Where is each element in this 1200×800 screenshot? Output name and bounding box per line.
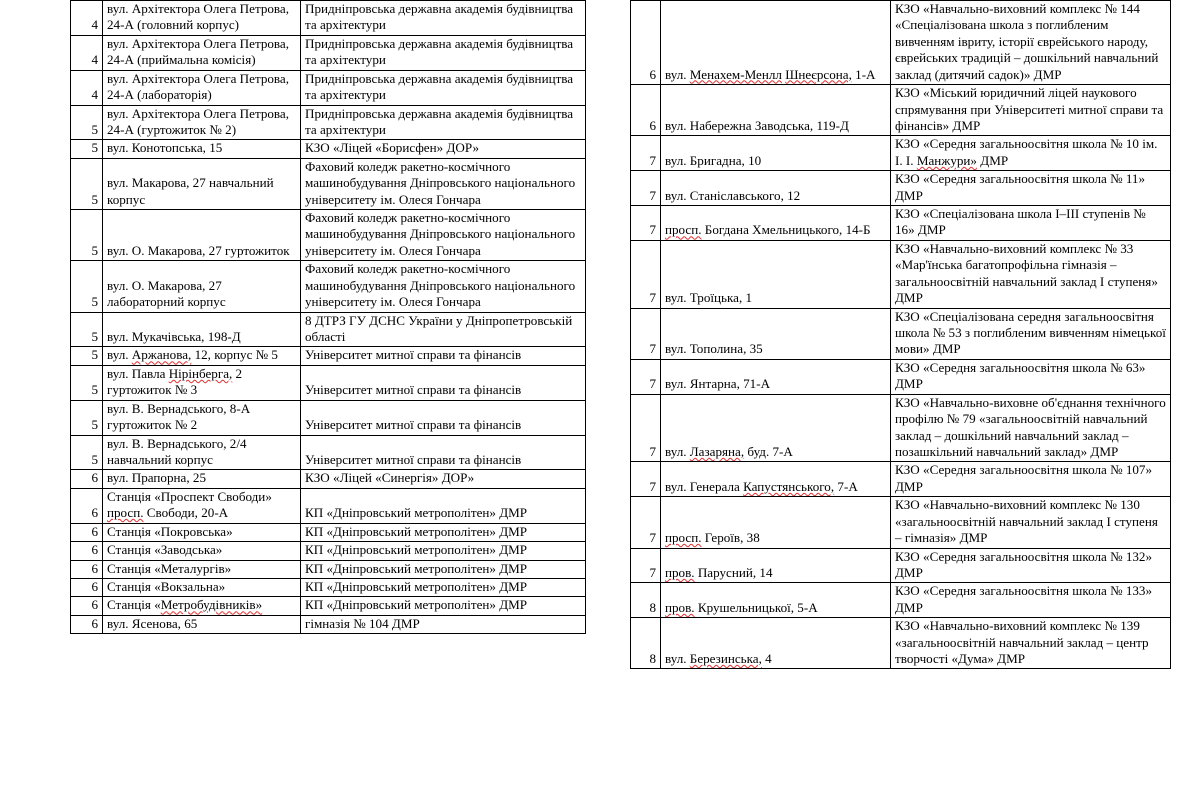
- institution-cell: КП «Дніпровський метрополітен» ДМР: [301, 560, 586, 578]
- institution-cell: КЗО «Навчально-виховне об'єднання технічного профілю № 79 «загальноосвітній навчальний заклад – дошкільний навчальний заклад – позашкільний навчальний заклад» ДМР: [891, 394, 1171, 462]
- table-row: [71, 400, 586, 435]
- row-number-cell: 6: [71, 488, 103, 523]
- institution-cell: КЗО «Міський юридичний ліцей наукового спрямування при Університеті митної справи та фінансів» ДМР: [891, 85, 1171, 136]
- table-body-right: [631, 1, 1171, 669]
- misspelled-word: просп.: [107, 505, 144, 521]
- institution-cell: Університет митної справи та фінансів: [301, 365, 586, 400]
- institution-cell: КЗО «Середня загальноосвітня школа № 133» ДМР: [891, 583, 1171, 618]
- table-row: [71, 597, 586, 615]
- institution-cell: КП «Дніпровський метрополітен» ДМР: [301, 488, 586, 523]
- row-number-cell: 7: [631, 359, 661, 394]
- row-number-cell: 4: [71, 70, 103, 105]
- misspelled-word: Менахем-Менлл: [689, 66, 782, 82]
- row-number-cell: 6: [631, 1, 661, 85]
- table-row: [71, 312, 586, 347]
- address-cell: вул. Архітектора Олега Петрова, 24-А (гуртожиток № 2): [103, 105, 301, 140]
- table-row: [71, 488, 586, 523]
- table-row: [71, 70, 586, 105]
- misspelled-word: Березинська,: [689, 651, 762, 667]
- table-row: [631, 462, 1171, 497]
- institution-cell: КЗО «Ліцей «Синергія» ДОР»: [301, 470, 586, 488]
- address-cell: вул. Прапорна, 25: [103, 470, 301, 488]
- address-cell: вул. Генерала Капустянського, 7-А: [661, 462, 891, 497]
- table-row: [71, 210, 586, 261]
- address-cell: просп. Богдана Хмельницького, 14-Б: [661, 206, 891, 241]
- table-row: [71, 140, 586, 158]
- address-institution-table-left: [70, 0, 586, 634]
- institution-cell: Придніпровська державна академія будівництва та архітектури: [301, 1, 586, 36]
- row-number-cell: 7: [631, 308, 661, 359]
- institution-cell: КП «Дніпровський метрополітен» ДМР: [301, 523, 586, 541]
- row-number-cell: 7: [631, 171, 661, 206]
- misspelled-word: просп.: [665, 530, 702, 546]
- institution-cell: Придніпровська державна академія будівництва та архітектури: [301, 70, 586, 105]
- address-cell: вул. В. Вернадського, 8-А гуртожиток № 2: [103, 400, 301, 435]
- row-number-cell: 5: [71, 312, 103, 347]
- table-row: [631, 308, 1171, 359]
- address-cell: пров. Парусний, 14: [661, 548, 891, 583]
- row-number-cell: 5: [71, 347, 103, 365]
- address-cell: вул. Архітектора Олега Петрова, 24-А (лабораторія): [103, 70, 301, 105]
- address-cell: Станція «Вокзальна»: [103, 578, 301, 596]
- row-number-cell: 6: [631, 85, 661, 136]
- row-number-cell: 5: [71, 210, 103, 261]
- address-cell: вул. Павла Нірінберга, 2 гуртожиток № 3: [103, 365, 301, 400]
- institution-cell: КЗО «Навчально-виховний комплекс № 130 «загальноосвітній навчальний заклад I ступеня – гімназія» ДМР: [891, 497, 1171, 548]
- table-row: [71, 523, 586, 541]
- misspelled-word: пров.: [665, 564, 695, 580]
- address-cell: вул. Макарова, 27 навчальний корпус: [103, 158, 301, 209]
- address-cell: вул. Троїцька, 1: [661, 240, 891, 308]
- row-number-cell: 5: [71, 158, 103, 209]
- row-number-cell: 6: [71, 578, 103, 596]
- right-column-table-wrapper: [630, 0, 1170, 669]
- table-row: [631, 583, 1171, 618]
- institution-cell: Університет митної справи та фінансів: [301, 435, 586, 470]
- address-cell: Станція «Металургів»: [103, 560, 301, 578]
- table-row: [71, 542, 586, 560]
- address-cell: вул. Аржанова, 12, корпус № 5: [103, 347, 301, 365]
- institution-cell: КЗО «Середня загальноосвітня школа № 107» ДМР: [891, 462, 1171, 497]
- institution-cell: КЗО «Ліцей «Борисфен» ДОР»: [301, 140, 586, 158]
- row-number-cell: 5: [71, 140, 103, 158]
- table-body-left: [71, 1, 586, 634]
- row-number-cell: 7: [631, 497, 661, 548]
- row-number-cell: 7: [631, 394, 661, 462]
- institution-cell: КЗО «Спеціалізована середня загальноосвітня школа № 53 з поглибленим вивченням німецької мови» ДМР: [891, 308, 1171, 359]
- misspelled-word: Нірінберга,: [168, 365, 233, 381]
- institution-cell: Фаховий коледж ракетно-космічного машинобудування Дніпровського національного університету ім. Олеся Гончара: [301, 158, 586, 209]
- table-row: [631, 85, 1171, 136]
- address-cell: Станція «Покровська»: [103, 523, 301, 541]
- row-number-cell: 5: [71, 261, 103, 312]
- table-row: [631, 548, 1171, 583]
- institution-cell: КЗО «Середня загальноосвітня школа № 63» ДМР: [891, 359, 1171, 394]
- institution-cell: КП «Дніпровський метрополітен» ДМР: [301, 542, 586, 560]
- address-cell: вул. Архітектора Олега Петрова, 24-А (головний корпус): [103, 1, 301, 36]
- table-row: [71, 615, 586, 633]
- table-row: [71, 560, 586, 578]
- address-cell: вул. Березинська, 4: [661, 618, 891, 669]
- row-number-cell: 6: [71, 523, 103, 541]
- left-column-table-wrapper: [70, 0, 585, 634]
- institution-cell: КЗО «Середня загальноосвітня школа № 11» ДМР: [891, 171, 1171, 206]
- institution-cell: Університет митної справи та фінансів: [301, 400, 586, 435]
- institution-cell: Фаховий коледж ракетно-космічного машинобудування Дніпровського національного університету ім. Олеся Гончара: [301, 210, 586, 261]
- row-number-cell: 5: [71, 400, 103, 435]
- table-row: [631, 240, 1171, 308]
- table-row: [71, 435, 586, 470]
- table-row: [631, 171, 1171, 206]
- table-row: [631, 618, 1171, 669]
- row-number-cell: 6: [71, 560, 103, 578]
- row-number-cell: 7: [631, 548, 661, 583]
- address-institution-table-right: [630, 0, 1171, 669]
- institution-cell: КЗО «Навчально-виховний комплекс № 144 «Спеціалізована школа з поглибленим вивченням івриту, історії єврейського народу, єврейських традицій – дошкільний навчальний заклад (дитячий садок)» ДМР: [891, 1, 1171, 85]
- address-cell: вул. В. Вернадського, 2/4 навчальний корпус: [103, 435, 301, 470]
- institution-cell: КП «Дніпровський метрополітен» ДМР: [301, 578, 586, 596]
- address-cell: Станція «Проспект Свободи» просп. Свободи, 20-А: [103, 488, 301, 523]
- table-row: [71, 35, 586, 70]
- institution-cell: КЗО «Навчально-виховний комплекс № 139 «загальноосвітній навчальний заклад – центр творчості «Дума» ДМР: [891, 618, 1171, 669]
- row-number-cell: 6: [71, 542, 103, 560]
- institution-cell: гімназія № 104 ДМР: [301, 615, 586, 633]
- row-number-cell: 8: [631, 583, 661, 618]
- table-row: [631, 394, 1171, 462]
- misspelled-word: Лазаряна,: [689, 443, 745, 459]
- row-number-cell: 7: [631, 240, 661, 308]
- row-number-cell: 7: [631, 462, 661, 497]
- table-row: [71, 261, 586, 312]
- address-cell: вул. Мукачівська, 198-Д: [103, 312, 301, 347]
- address-cell: Станція «Метробудівників»: [103, 597, 301, 615]
- address-cell: вул. Конотопська, 15: [103, 140, 301, 158]
- address-cell: вул. Менахем-Менлл Шнеєрсона, 1-А: [661, 1, 891, 85]
- address-cell: вул. Лазаряна, буд. 7-А: [661, 394, 891, 462]
- row-number-cell: 6: [71, 615, 103, 633]
- misspelled-word: Манжури»: [916, 152, 977, 168]
- address-cell: вул. Ясенова, 65: [103, 615, 301, 633]
- table-row: [631, 1, 1171, 85]
- address-cell: вул. Станіславського, 12: [661, 171, 891, 206]
- institution-cell: КП «Дніпровський метрополітен» ДМР: [301, 597, 586, 615]
- row-number-cell: 4: [71, 35, 103, 70]
- table-row: [71, 578, 586, 596]
- address-cell: вул. Тополина, 35: [661, 308, 891, 359]
- table-row: [631, 497, 1171, 548]
- row-number-cell: 5: [71, 105, 103, 140]
- address-cell: вул. О. Макарова, 27 лабораторний корпус: [103, 261, 301, 312]
- table-row: [631, 206, 1171, 241]
- institution-cell: Придніпровська державна академія будівництва та архітектури: [301, 35, 586, 70]
- row-number-cell: 4: [71, 1, 103, 36]
- institution-cell: Придніпровська державна академія будівництва та архітектури: [301, 105, 586, 140]
- misspelled-word: просп.: [665, 222, 702, 238]
- institution-cell: КЗО «Середня загальноосвітня школа № 132» ДМР: [891, 548, 1171, 583]
- row-number-cell: 6: [71, 470, 103, 488]
- row-number-cell: 7: [631, 206, 661, 241]
- table-row: [71, 105, 586, 140]
- address-cell: Станція «Заводська»: [103, 542, 301, 560]
- address-cell: вул. Набережна Заводська, 119-Д: [661, 85, 891, 136]
- misspelled-word: пров.: [665, 599, 695, 615]
- table-row: [631, 136, 1171, 171]
- row-number-cell: 5: [71, 365, 103, 400]
- institution-cell: 8 ДТРЗ ГУ ДСНС України у Дніпропетровській області: [301, 312, 586, 347]
- table-row: [71, 347, 586, 365]
- row-number-cell: 6: [71, 597, 103, 615]
- row-number-cell: 7: [631, 136, 661, 171]
- table-row: [631, 359, 1171, 394]
- address-cell: вул. Архітектора Олега Петрова, 24-А (приймальна комісія): [103, 35, 301, 70]
- misspelled-word: Шнеєрсона,: [785, 66, 852, 82]
- address-cell: пров. Крушельницької, 5-А: [661, 583, 891, 618]
- institution-cell: Університет митної справи та фінансів: [301, 347, 586, 365]
- table-row: [71, 365, 586, 400]
- table-row: [71, 158, 586, 209]
- institution-cell: КЗО «Спеціалізована школа I–III ступенів № 16» ДМР: [891, 206, 1171, 241]
- institution-cell: КЗО «Навчально-виховний комплекс № 33 «Мар'їнська багатопрофільна гімназія – загальноосвітній навчальний заклад I ступеня» ДМР: [891, 240, 1171, 308]
- address-cell: вул. О. Макарова, 27 гуртожиток: [103, 210, 301, 261]
- row-number-cell: 8: [631, 618, 661, 669]
- institution-cell: Фаховий коледж ракетно-космічного машинобудування Дніпровського національного університету ім. Олеся Гончара: [301, 261, 586, 312]
- address-cell: вул. Янтарна, 71-А: [661, 359, 891, 394]
- row-number-cell: 5: [71, 435, 103, 470]
- address-cell: просп. Героїв, 38: [661, 497, 891, 548]
- table-row: [71, 470, 586, 488]
- misspelled-word: Капустянського,: [743, 478, 835, 494]
- table-row: [71, 1, 586, 36]
- institution-cell: КЗО «Середня загальноосвітня школа № 10 ім. І. І. Манжури» ДМР: [891, 136, 1171, 171]
- misspelled-word: Аржанова,: [131, 347, 192, 363]
- misspelled-word: Метробудівників»: [160, 597, 263, 613]
- address-cell: вул. Бригадна, 10: [661, 136, 891, 171]
